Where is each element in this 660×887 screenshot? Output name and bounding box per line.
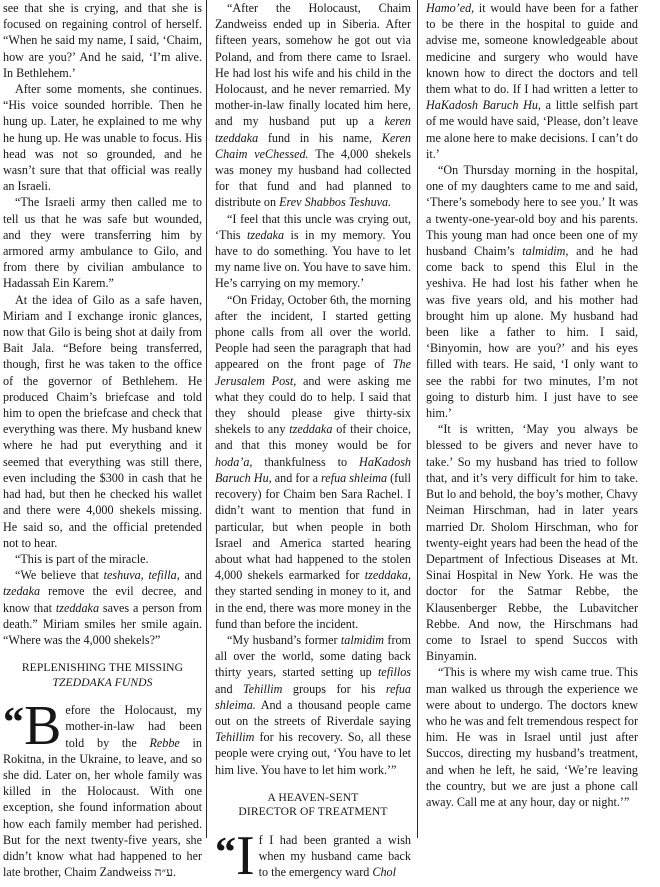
paragraph: At the idea of Gilo as a safe haven, Miriam and I exchange ironic glances, now that Gilo is being shot at daily from Bait Jala. “Before being transferred, though, first he was taken to the office of the governor of Bethlehem. He produced Chaim’s briefcase and told him to open the briefcase and check that everything was there. My husband knew where he had put everything and it seemed that everything was still there, even including the $300 in cash that he had had, but then he checked his wallet and there were 4,000 shekels missing. He said so, and the official pretended not to hear. [3,292,202,550]
italic-term: keren tzeddaka [215,114,411,145]
italic-term: teshuva, tefilla, [103,568,180,583]
text-run: The 4,000 shekels was money my husband had collected for that fund and had planned to distribute on [215,146,411,210]
italic-term: Tehillim [243,681,283,696]
paragraph [215,824,411,887]
subheading-line: DIRECTOR OF TREATMENT [238,805,388,819]
text-run: remove the evil decree, and know that [3,584,202,615]
italic-term: tzeddaka, [364,568,411,583]
italic-term: tzeddaka [55,600,100,615]
subheading-line: REPLENISHING THE MISSING [21,661,184,675]
italic-term: talmidim, [522,244,569,259]
subheading [3,661,202,690]
paragraph: “This is part of the miracle. [15,551,149,566]
text-run: fund in his name, [258,130,382,145]
italic-term: tefillos [377,665,411,680]
text-run: thankfulness to [252,454,360,469]
open-quote-mark: “ [3,700,21,747]
subheading-line: TZEDDAKA FUNDS [52,675,153,689]
italic-term: Erev Shabbos Teshuva. [279,195,392,210]
text-column-2 [207,0,417,887]
text-run: groups for his [282,681,386,696]
text-run: it would have been for a father to be there in the hospital to guide and advise me, someone knowledgeable about medicine and surgery who would have known how to direct the doctors and tell them what to do. If I had written a letter to [426,1,638,97]
text-run: and he had come back to spend this Elul in the yeshiva. He had lost his father when he was five years old, and his mother had brought him up alone. My husband had been like a father to him. I said, ‘Binyomin, how are you?’ and his eyes filled with tears. He said, ‘I only want to see the rabbi for two minutes, I’m not going to disturb him. I just have to see him.’ [426,244,638,421]
text-run: is in my memory. You have to do something. You have to let my name live on. You have to save him. He’s carrying on my memory.’ [215,227,411,291]
italic-term: HaKadosh Baruch Hu, [426,98,541,113]
text-run: and were asking me what they could do to help. I said that they should please give thirty-six shekels to any [215,373,411,437]
text-run: for his recovery. So, all these people were crying out, ‘You have to let him live. You have to let him work.’” [215,730,411,777]
text-run: in Rokitna, in the Ukraine, to leave, and so she did. Later on, her whole family was killed in the Holocaust. With one exception, she found information about how each family member had perished. But for the next twenty-five years, she didn’t know what had happened to her late brother, Chaim Zandweiss ע״ה. [3,735,203,880]
text-run: f I had been granted a wish when my husband came back to the emergency ward [258,832,411,880]
text-run: “After the Holocaust, Chaim Zandweiss ended up in Siberia. After fifteen years, somehow he got out via Poland, and from there came to Israel. He had lost his wife and his child in the Holocaust, and he never remarried. My mother-in-law finally located him here, and my husband put up a [215,1,411,129]
italic-term: Chol [372,865,396,880]
italic-term: The Jerusalem Post, [215,357,411,388]
subheading [215,791,411,820]
paragraph: “This is where my wish came true. This man walked us through the experience we were about to undergo. The doctors knew who he was and felt tremendous respect for him. He was in Israel until just after Succos, directing my husband’s treatment, and when he left, he said, ‘We’re leaving the country, but we are just a phone call away. Call me at any hour, day or night.’” [426,665,638,809]
italic-term: Keren Chaim veChessed. [215,130,411,161]
paragraph: After some moments, she continues. “His voice sounded horrible. Then he hung up. Later, he explained to me why he hung up. He was unable to focus. His head was not so grounded, and he wasn’t sure that that official was really an Israeli. [3,82,202,194]
text-run: of their choice, and that this money would be for [215,422,411,453]
subheading-line: A HEAVEN-SENT [267,790,359,804]
text-run: “I feel that this uncle was crying out, ‘This [215,211,411,242]
paragraph [426,162,638,421]
italic-term: refua shleima [321,470,388,485]
italic-term: Rebbe [149,735,180,750]
text-run: “On Friday, October 6th, the morning after the incident, I started getting phone calls from all over the world. People had seen the paragraph that had appeared on the front page of [215,292,411,372]
italic-term: tzedaka [247,227,285,242]
paragraph [215,0,411,211]
italic-term: HaKadosh Baruch Hu, [215,454,411,485]
open-quote-mark: “ [215,829,233,876]
text-run: And a thousand people came out on the streets of Riverdale saying [215,697,411,728]
paragraph [215,292,411,632]
text-run: “On Thursday morning in the hospital, one of my daughters came to me and said, ‘There’s somebody here to see you.’ It was a twenty-one-year-old boy and his parents. This young man had once been one of my husband Chaim’s [426,163,638,259]
drop-cap: I [236,824,255,887]
drop-cap: B [24,695,62,758]
text-run: from all over the world, some dating back thirty years, started setting up [215,632,412,680]
italic-term: refua shleima. [215,681,411,712]
italic-term: Tehillim [215,730,255,745]
text-column-1 [3,0,206,880]
text-run: a little selfish part of me would have said, ‘Please, don’t leave me alone here to make decisions. I can’t do it.’ [426,98,638,161]
text-run: and for a [271,470,322,485]
paragraph: “The Israeli army then called me to tell us that he was safe but wounded, and they were transferring him by armored army ambulance to Gilo, and from there by civilian ambulance to Hadassah Ein Karem.” [3,195,202,291]
paragraph [215,211,411,292]
paragraph: “It is written, ‘May you always be blessed to be givers and never have to take.’ So my husband has tried to follow that, and it’s very difficult for him to take. But lo and behold, the boy’s mother, Chavy Neiman Hirschman, had in later years married Dr. Sholom Hirschman, who for twenty-eight years had been the head of the Department of Infectious Diseases at Mt. Sinai Hospital in New York. He was the doctor for the Satmar Rebbe, the Klausenberger Rebbe, the Lubavitcher Rebbe. And now, the Hirschmans had come to Israel to spend Succos with Binyamin. [426,422,638,664]
text-run: saves a person from death.” Miriam smiles her smile again. “Where was the 4,000 shekels?” [3,600,202,647]
paragraph [426,0,638,162]
paragraph [3,695,203,880]
italic-term: tzedaka [3,584,41,599]
text-run: they started sending in money to it, and in the end, there was more money in the fund than before the incident. [215,584,411,631]
text-run: (full recovery) for Chaim ben Sara Rachel. I didn’t want to mention that fund in particular, but when people in both Israel and America started hearing about what had happened to the stolen 4,000 shekels earmarked for [215,470,412,583]
text-run: efore the Holocaust, my mother-in-law had been told by the [65,703,202,750]
text-run: and [215,681,244,696]
italic-term: Hamo’ed, [426,1,475,15]
italic-term: tzeddaka [289,422,333,437]
text-column-3 [418,0,638,838]
paragraph: see that she is crying, and that she is focused on regaining control of herself. “When he said my name, I said, ‘Chaim, how are you?’ And he said, ‘I’m alive. In Bethlehem.’ [3,1,202,80]
italic-term: hoda’a, [215,454,253,469]
text-run: “We believe that [15,568,104,583]
paragraph [3,567,202,648]
italic-term: talmidim [340,632,385,647]
paragraph [215,632,411,778]
text-run: and [179,568,202,583]
text-run: “My husband’s former [227,632,341,647]
